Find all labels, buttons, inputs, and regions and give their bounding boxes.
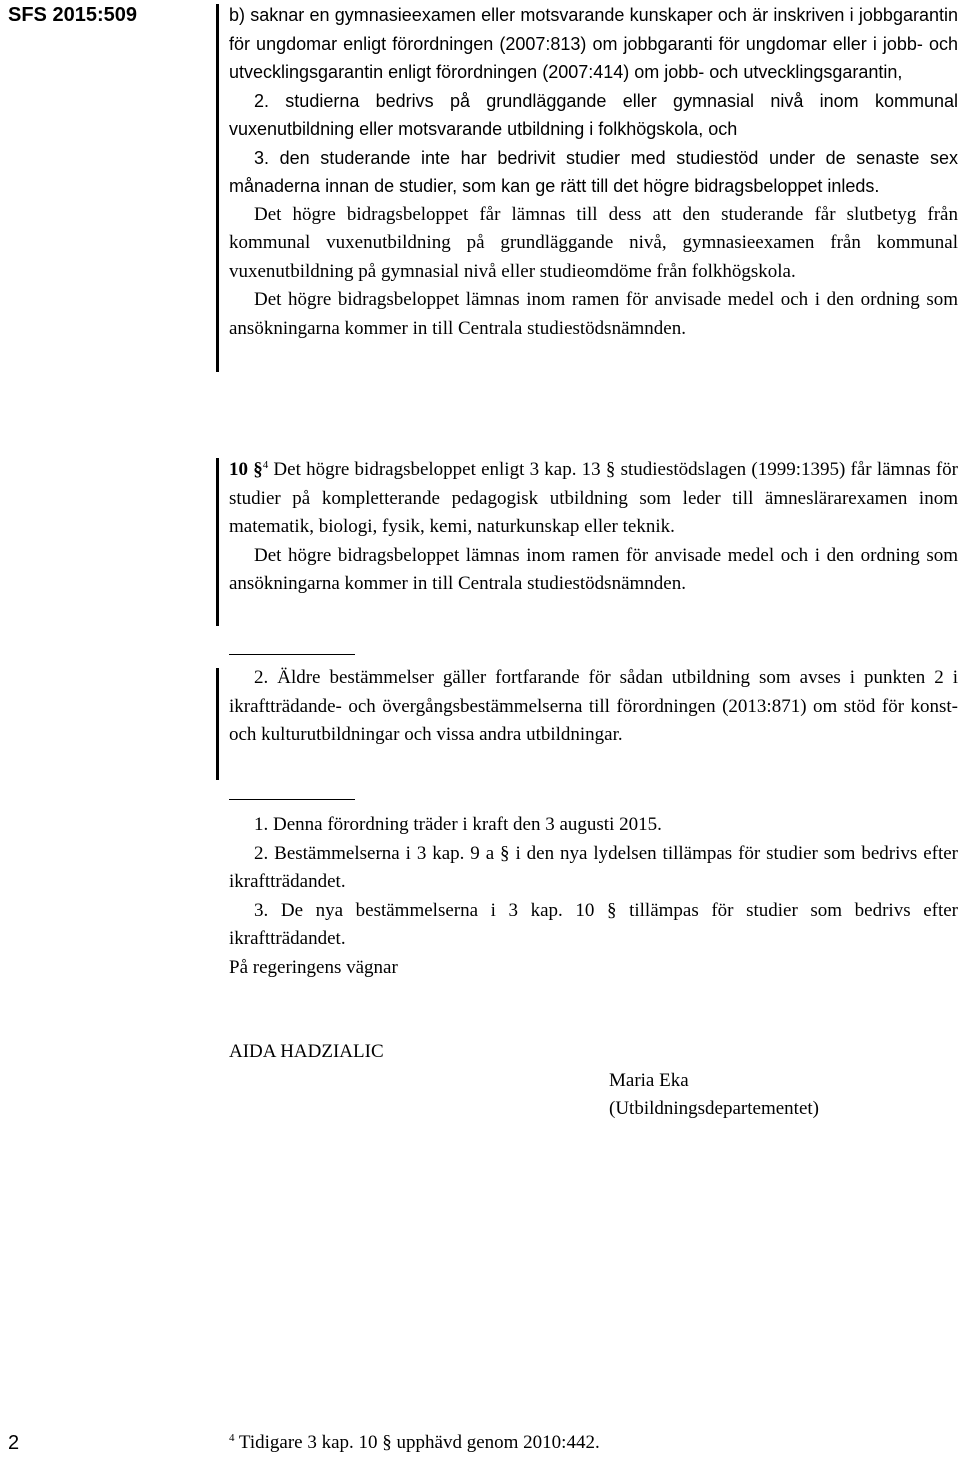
department-name: (Utbildningsdepartementet): [609, 1098, 819, 1119]
minister-name: AIDA HADZIALIC: [229, 1041, 384, 1062]
change-bar: [216, 4, 219, 372]
entry-into-force: [229, 811, 958, 954]
footnote-text: Tidigare 3 kap. 10 § upphävd genom 2010:442.: [234, 1432, 600, 1453]
item-b: b) saknar en gymnasieexamen eller motsvarande kunskaper och är inskriven i jobbgarantin för ungdomar enligt förordningen (2007:813) om jobbgaranti för ungdomar eller i jobb- och utvecklingsgarantin enligt förordningen (2007:414) om jobb- och utvecklingsgarantin,: [229, 5, 958, 82]
item-3: 3. den studerande inte har bedrivit studier med studiestöd under de senaste sex månaderna innan de studier, som kan ge rätt till det högre bidragsbeloppet inleds.: [229, 147, 958, 196]
amended-section-text: [229, 1, 958, 343]
entry-item-3: 3. De nya bestämmelserna i 3 kap. 10 § tillämpas för studier som bedrivs efter ikraftträdandet.: [229, 899, 958, 949]
section-body: Det högre bidragsbeloppet enligt 3 kap. 13 § studiestödslagen (1999:1395) får lämnas för studier på kompletterande pedagogisk utbildning som leder till ämneslärarexamen inom matematik, biologi, fysik, kemi, naturkunskap eller teknik.: [229, 459, 959, 537]
separator-rule: [229, 799, 355, 800]
footnote-reference: 4: [262, 459, 269, 471]
section-10: [229, 456, 958, 599]
section-10-text: [229, 456, 958, 542]
transitional-provision: [229, 664, 958, 750]
page-number: 2: [8, 1432, 20, 1454]
paragraph: Det högre bidragsbeloppet lämnas inom ramen för anvisade medel och i den ordning som ansökningarna kommer in till Centrala studiestödsnämnden.: [229, 544, 958, 594]
footnote: [229, 1432, 600, 1454]
transitional-item-2: 2. Äldre bestämmelser gäller fortfarande för sådan utbildning som avses i punkten 2 i ikraftträdande- och övergångsbestämmelserna till förordningen (2013:871) om stöd för konst- och kulturutbildningar och vissa andra utbildningar.: [229, 667, 958, 745]
official-name: Maria Eka: [609, 1070, 689, 1091]
paragraph: Det högre bidragsbeloppet får lämnas till dess att den studerande får slutbetyg från kommunal vuxenutbildning på grundläggande nivå, gymnasieexamen från kommunal vuxenutbildning på gymnasial nivå eller studieomdöme från folkhögskola.: [229, 203, 958, 282]
change-bar: [216, 668, 219, 780]
section-number: 10 §: [229, 459, 263, 480]
footnote-number: 4: [229, 1432, 235, 1444]
paragraph: Det högre bidragsbeloppet lämnas inom ramen för anvisade medel och i den ordning som ansökningarna kommer in till Centrala studiestödsnämnden.: [229, 289, 958, 339]
separator-rule: [229, 654, 355, 655]
on-behalf-line: På regeringens vägnar: [229, 957, 398, 978]
document-header: SFS 2015:509: [8, 4, 137, 26]
entry-item-1: 1. Denna förordning träder i kraft den 3 augusti 2015.: [254, 814, 662, 835]
entry-item-2: 2. Bestämmelserna i 3 kap. 9 a § i den nya lydelsen tillämpas för studier som bedrivs efter ikraftträdandet.: [229, 842, 958, 892]
change-bar: [216, 458, 219, 626]
item-2: 2. studierna bedrivs på grundläggande eller gymnasial nivå inom kommunal vuxenutbildning eller motsvarande utbildning i folkhögskola, och: [229, 90, 958, 139]
